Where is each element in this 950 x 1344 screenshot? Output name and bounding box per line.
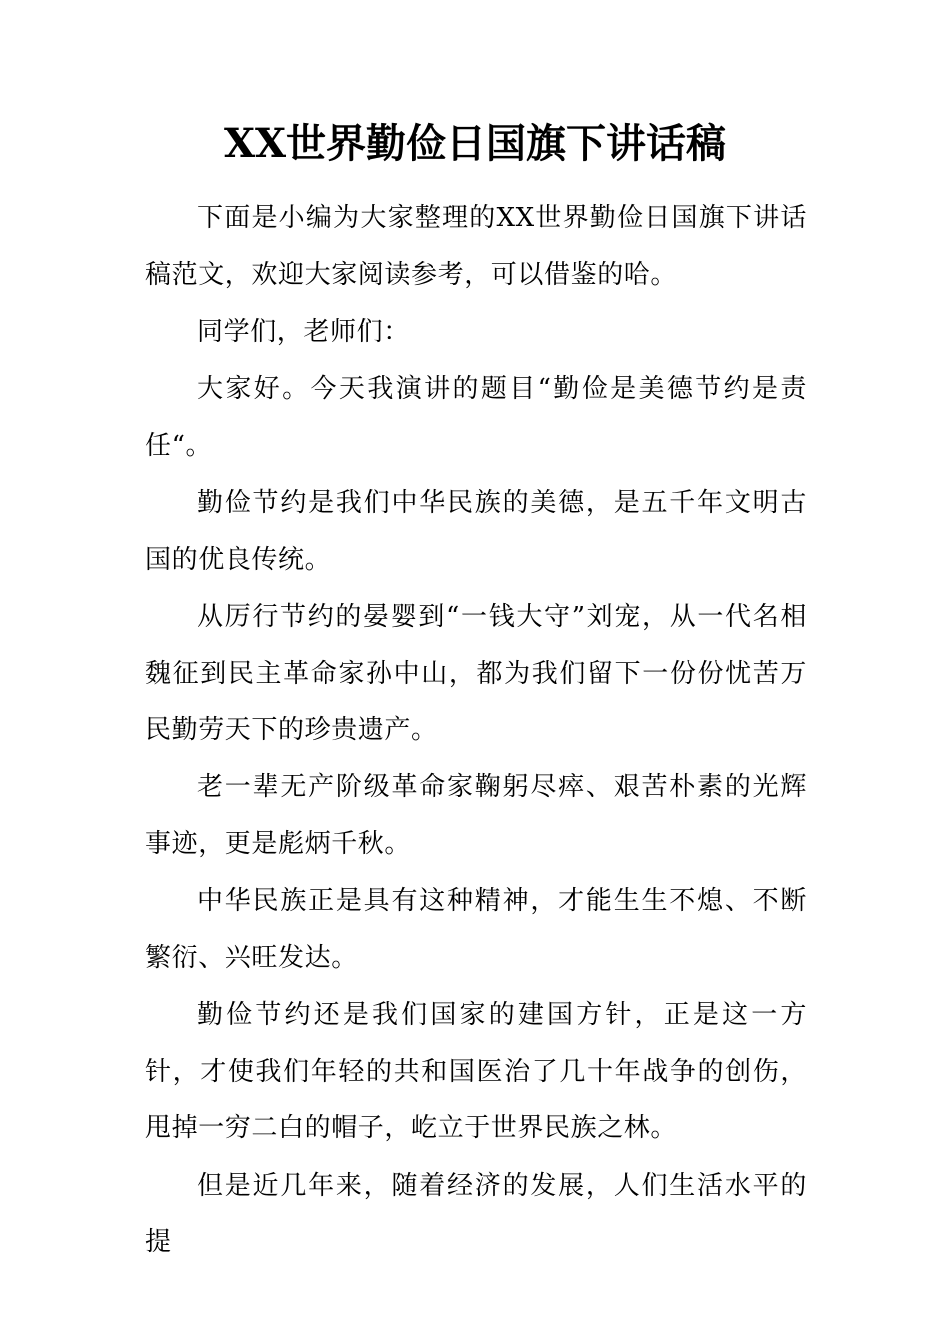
paragraph-history: 从厉行节约的晏婴到“一钱大守”刘宠，从一代名相魏征到民主革命家孙中山，都为我们留下一份份忧苦万民勤劳天下的珍贵遗产。: [145, 602, 807, 746]
paragraph-revolutionaries: 老一辈无产阶级革命家鞠躬尽瘁、艰苦朴素的光辉事迹，更是彪炳千秋。: [145, 772, 807, 859]
document-body: [145, 190, 807, 1272]
paragraph-recent-years: 但是近几年来，随着经济的发展，人们生活水平的提: [145, 1170, 807, 1258]
paragraph-virtue: 勤俭节约是我们中华民族的美德，是五千年文明古国的优良传统。: [145, 488, 807, 575]
paragraph-national-policy: 勤俭节约还是我们国家的建国方针，正是这一方针，才使我们年轻的共和国医治了几十年战争的创伤，甩掉一穷二白的帽子，屹立于世界民族之林。: [145, 1000, 807, 1144]
paragraph-spirit: 中华民族正是具有这种精神，才能生生不熄、不断繁衍、兴旺发达。: [145, 886, 807, 973]
paragraph-intro: 下面是小编为大家整理的XX世界勤俭日国旗下讲话稿范文，欢迎大家阅读参考，可以借鉴的哈。: [145, 203, 807, 290]
paragraph-salutation: 同学们，老师们：: [197, 316, 410, 347]
document-title: XX世界勤俭日国旗下讲话稿: [223, 120, 727, 167]
paragraph-greeting: 大家好。今天我演讲的题目“勤俭是美德节约是责任“。: [145, 374, 807, 461]
